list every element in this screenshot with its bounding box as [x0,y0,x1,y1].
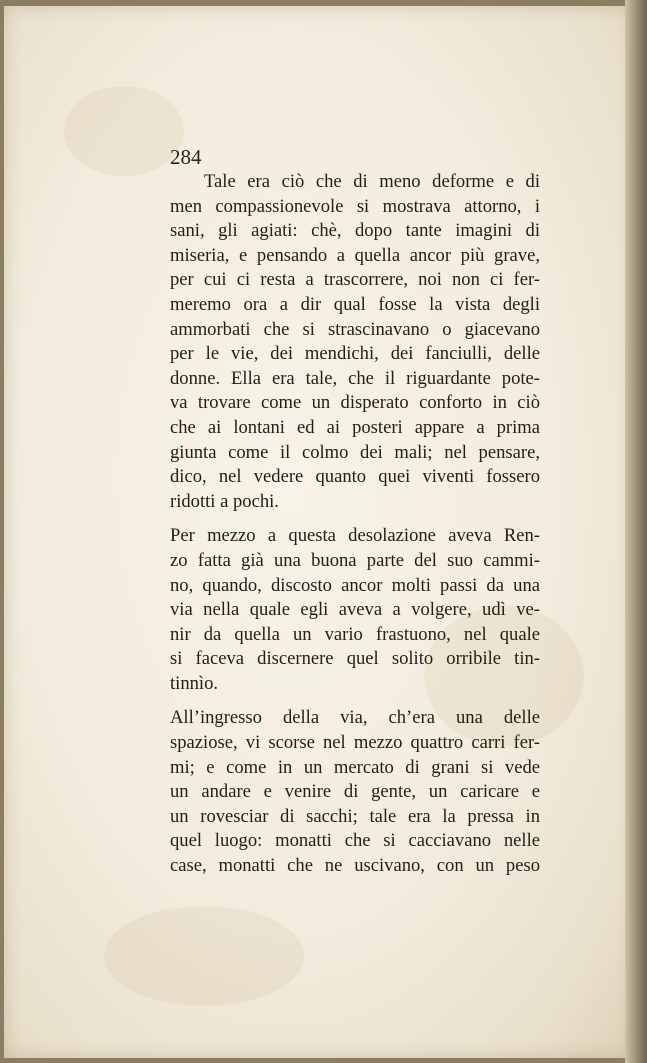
text-line: dico, nel vedere quanto quei viventi fossero [170,466,540,488]
text-line: sani, gli agiati: chè, dopo tante imagini di [170,220,540,242]
text-line: un andare e venire di gente, un caricare e [170,781,540,803]
text-line: via nella quale egli aveva a volgere, udì ve- [170,599,540,621]
paper-stain [104,906,304,1006]
text-line: spaziose, vi scorse nel mezzo quattro carri fer- [170,732,540,754]
text-line: meremo ora a dir qual fosse la vista degli [170,293,540,315]
text-line: che ai lontani ed ai posteri appare a prima [170,416,540,438]
text-line: per le vie, dei mendichi, dei fanciulli, delle [170,343,540,365]
book-spine [625,0,647,1063]
text-line: Per mezzo a questa desolazione aveva Ren- [170,525,540,547]
paragraph-2 [170,524,540,696]
paper-stain [64,86,184,176]
page-number: 284 [170,145,202,169]
text-line: men compassionevole si mostrava attorno, i [170,195,540,217]
text-line: quel luogo: monatti che si cacciavano nelle [170,830,540,852]
text-line: va trovare come un disperato conforto in ciò [170,392,540,414]
text-line: per cui ci resta a trascorrere, noi non ci fer- [170,269,540,291]
paragraph-3 [170,706,540,878]
text-line: mi; e come in un mercato di grani si vede [170,756,540,778]
text-line: All’ingresso della via, ch’era una delle [170,707,540,729]
text-line: donne. Ella era tale, che il riguardante pote- [170,367,540,389]
text-line: no, quando, discosto ancor molti passi da una [170,574,540,596]
text-line: un rovesciar di sacchi; tale era la pressa in [170,805,540,827]
text-line: nir da quella un vario frastuono, nel quale [170,623,540,645]
paragraph-1 [170,170,540,514]
text-line: giunta come il colmo dei mali; nel pensare, [170,441,540,463]
body-text [170,170,540,879]
text-line: case, monatti che ne uscivano, con un peso [170,855,540,877]
text-line: tinnìo. [170,672,219,694]
text-line: miseria, e pensando a quella ancor più grave, [170,244,540,266]
text-line: si faceva discernere quel solito orribile tin- [170,648,540,670]
text-line: Tale era ciò che di meno deforme e di [204,171,540,192]
text-line: ammorbati che si strascinavano o giacevano [170,318,540,340]
text-line: ridotti a pochi. [170,490,279,512]
text-line: zo fatta già una buona parte del suo cammi- [170,549,540,571]
